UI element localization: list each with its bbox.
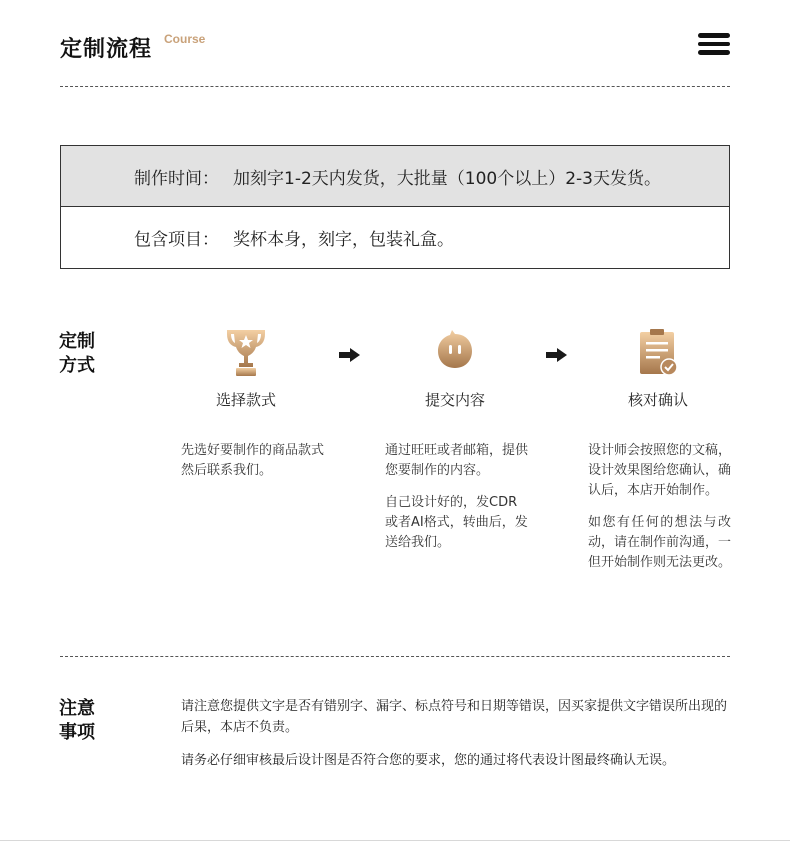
page-title: 定制流程	[60, 37, 153, 62]
step-description	[385, 441, 530, 553]
step-submit-content	[375, 326, 535, 410]
clipboard-check-icon	[635, 326, 681, 378]
description-paragraph: 设计师会按照您的文稿，设计效果图给您确认，确认后，本店开始制作。	[588, 443, 732, 498]
page-subtitle: Course	[164, 32, 206, 46]
info-table	[60, 145, 730, 269]
info-value: 加刻字1-2天内发货，大批量（100个以上）2-3天发货。	[233, 168, 661, 189]
custom-section-label	[59, 330, 109, 378]
info-row-included-items	[61, 207, 729, 268]
description-paragraph: 自己设计好的，发CDR或者AI格式，转曲后，发送给我们。	[385, 495, 528, 550]
step-choose-style	[166, 326, 326, 410]
step-title: 核对确认	[627, 391, 688, 409]
description-paragraph: 通过旺旺或者邮箱，提供您要制作的内容。	[385, 443, 529, 478]
notes-paragraph: 请务必仔细审核最后设计图是否符合您的要求，您的通过将代表设计图最终确认无误。	[181, 753, 676, 768]
page-header	[60, 30, 730, 64]
step-confirm	[578, 326, 738, 410]
section-label-line: 方式	[59, 355, 95, 376]
info-label: 包含项目：	[134, 230, 219, 250]
trophy-icon	[223, 326, 269, 378]
description-paragraph: 如您有任何的想法与改动，请在制作前沟通，一但开始制作则无法更改。	[588, 515, 732, 570]
info-row-production-time	[61, 146, 729, 207]
description-paragraph: 先选好要制作的商品款式然后联系我们。	[181, 443, 325, 478]
notes-section-label	[59, 697, 109, 745]
hamburger-menu-icon[interactable]	[698, 33, 730, 57]
notes-content	[181, 696, 732, 771]
step-title: 提交内容	[424, 391, 485, 409]
step-description	[181, 441, 331, 481]
right-arrow-icon	[339, 348, 361, 362]
section-label-line: 注意	[59, 698, 95, 719]
bottom-border	[0, 840, 790, 841]
section-label-line: 事项	[59, 722, 95, 743]
middle-divider	[60, 656, 730, 657]
top-divider	[60, 86, 730, 87]
chat-bubble-icon	[432, 326, 478, 378]
step-description	[588, 441, 731, 573]
step-title: 选择款式	[215, 391, 276, 409]
section-label-line: 定制	[59, 331, 95, 352]
notes-paragraph: 请注意您提供文字是否有错别字、漏字、标点符号和日期等错误，因买家提供文字错误所出现的后果，本店不负责。	[181, 699, 728, 735]
info-label: 制作时间：	[134, 168, 219, 189]
info-value: 奖杯本身，刻字，包装礼盒。	[233, 230, 454, 250]
right-arrow-icon	[546, 348, 568, 362]
